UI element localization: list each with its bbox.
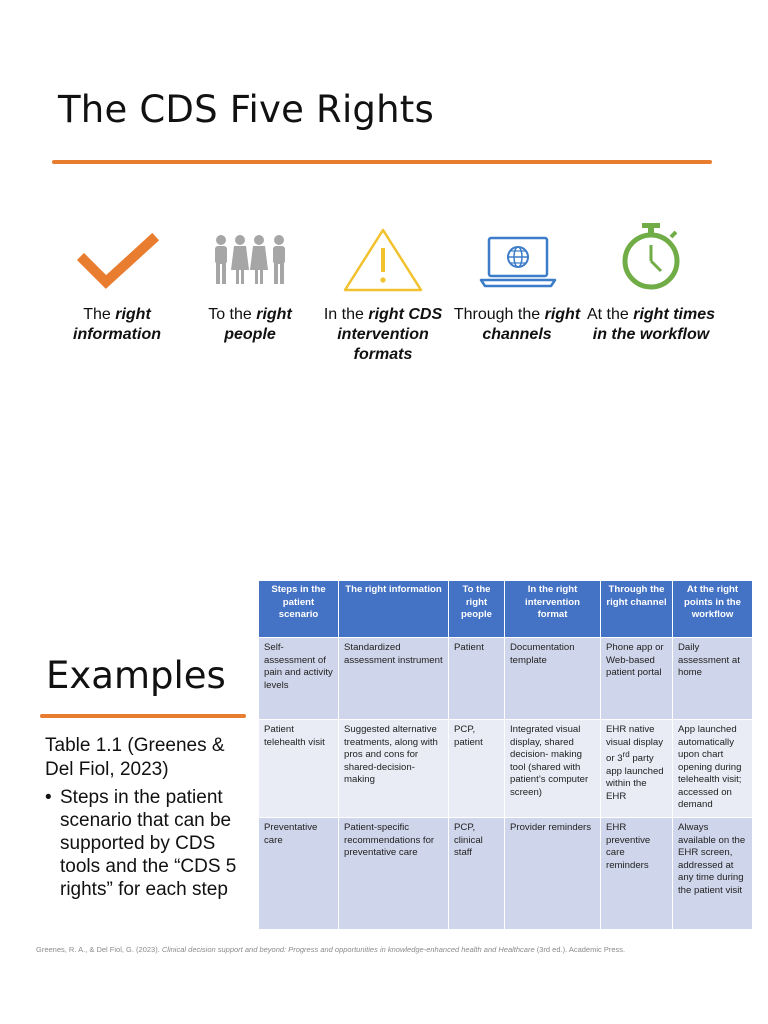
table-cell: Suggested alternative treatments, along with pros and cons for shared-decision-making — [339, 720, 449, 818]
table-cell: Preventative care — [259, 818, 339, 930]
citation-publisher: (3rd ed.). Academic Press. — [534, 945, 626, 954]
table-cell: Always available on the EHR screen, addressed at any time during the patient visit — [673, 818, 753, 930]
right-times-caption: At the right times in the workflow — [586, 306, 716, 343]
citation-footer — [36, 945, 736, 954]
table-reference: Table 1.1 (Greenes & Del Fiol, 2023) — [45, 735, 225, 780]
laptop-globe-icon — [463, 225, 573, 295]
table-cell: Self-assessment of pain and activity levels — [259, 638, 339, 720]
header-cell: At the right points in the workflow — [673, 581, 753, 638]
table-cell: EHR preventive care reminders — [601, 818, 673, 930]
ordinal-suffix: rd — [622, 750, 630, 759]
header-cell: In the right intervention format — [505, 581, 601, 638]
table-cell: Integrated visual display, shared decision- making tool (shared with patient’s computer screen) — [505, 720, 601, 818]
table-cell — [601, 720, 673, 818]
checkmark-icon — [62, 225, 172, 295]
table-cell: Phone app or Web-based patient portal — [601, 638, 673, 720]
table-cell: Patient telehealth visit — [259, 720, 339, 818]
header-cell: To the right people — [449, 581, 505, 638]
right-information-caption: The right information — [73, 306, 161, 343]
table-cell: Documentation template — [505, 638, 601, 720]
bullet-dot: • — [45, 787, 52, 808]
channel-text-prefix: EHR native visual display or 3 — [606, 724, 664, 765]
table-header-row — [259, 581, 753, 638]
citation-title: Clinical decision support and beyond: Progress and opportunities in knowledge-enhanced health and Healthcare — [161, 945, 535, 954]
bullet-item — [45, 786, 255, 901]
table-cell: Patient — [449, 638, 505, 720]
table-cell: Daily assessment at home — [673, 638, 753, 720]
right-format-caption: In the right CDS intervention formats — [323, 306, 443, 363]
warning-triangle-icon — [328, 225, 438, 295]
title-underline — [52, 160, 712, 164]
examples-heading: Examples — [46, 654, 226, 697]
header-cell: Steps in the patient scenario — [259, 581, 339, 638]
channel-text-suffix: party app launched within the EHR — [606, 753, 664, 802]
cds-rights-table — [258, 580, 753, 930]
table-row — [259, 638, 753, 720]
header-cell: The right information — [339, 581, 449, 638]
table-cell: PCP, patient — [449, 720, 505, 818]
examples-underline — [40, 714, 246, 718]
right-channels-caption: Through the right channels — [453, 306, 581, 343]
slide-title: The CDS Five Rights — [58, 88, 434, 131]
people-icon — [196, 225, 306, 295]
citation-authors: Greenes, R. A., & Del Fiol, G. (2023). — [36, 945, 162, 954]
bullet-text: Steps in the patient scenario that can be supported by CDS tools and the “CDS 5 rights” for each step — [60, 787, 237, 900]
right-people-caption: To the right people — [208, 306, 292, 343]
table-cell: Patient-specific recommendations for preventative care — [339, 818, 449, 930]
header-cell: Through the right channel — [601, 581, 673, 638]
table-cell: PCP, clinical staff — [449, 818, 505, 930]
table-row — [259, 720, 753, 818]
table-cell: Standardized assessment instrument — [339, 638, 449, 720]
stopwatch-icon — [596, 222, 706, 292]
table-cell: Provider reminders — [505, 818, 601, 930]
table-row — [259, 818, 753, 930]
table-cell: App launched automatically upon chart opening during telehealth visit; accessed on demand — [673, 720, 753, 818]
